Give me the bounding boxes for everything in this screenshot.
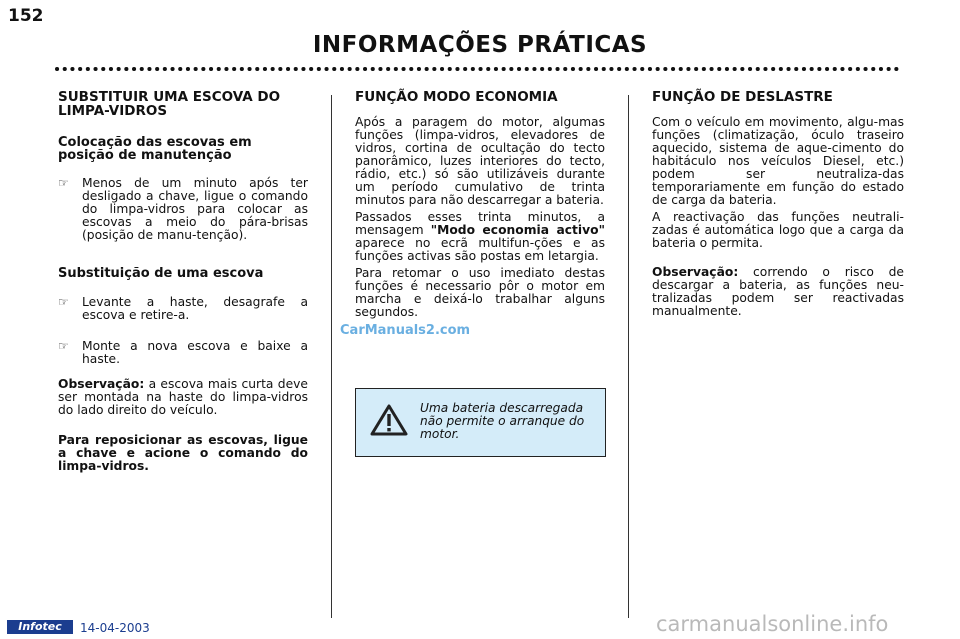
- economy-paragraph-3: Para retomar o uso imediato destas funções é necessario pôr o motor em marcha e deixá-lo trabalhar alguns segundos.: [355, 266, 605, 319]
- wiper-heading: SUBSTITUIR UMA ESCOVA DO LIMPA-VIDROS: [58, 89, 281, 119]
- page-number: 152: [8, 6, 44, 26]
- economy-heading: FUNÇÃO MODO ECONOMIA: [355, 89, 558, 105]
- column-economy-mode: [355, 90, 605, 319]
- economy-paragraph-2: Passados esses trinta minutos, a mensagem "Modo economia activo" aparece no ecrã multifun-ções e as funções activas são postas em letargia.: [355, 210, 605, 263]
- pointing-hand-icon: ☞: [58, 176, 69, 190]
- column-load-shedding: [652, 90, 904, 318]
- column-divider-1: [331, 95, 332, 618]
- warning-triangle-icon: [370, 403, 408, 437]
- bullet-remove-blade: ☞ Levante a haste, desagrafe a escova e retire-a.: [58, 295, 308, 322]
- site-watermark[interactable]: carmanualsonline.info: [656, 612, 889, 636]
- bullet-maintenance: ☞ Menos de um minuto após ter desligado a chave, ligue o comando do limpa-vidros para colocar as escovas a meio do pára-brisas (posição de manu-tenção).: [58, 176, 308, 242]
- battery-warning-box: [355, 388, 606, 457]
- load-shedding-paragraph-1: Com o veículo em movimento, algu-mas funções (climatização, óculo traseiro aquecido, sistema de aque-cimento do habitáculo nos veículos Diesel, etc.) podem ser neutraliza-das temporariamente em função do estado de carga da bateria.: [652, 115, 904, 207]
- column-wiper-blades: [58, 90, 308, 473]
- footer-date: 14-04-2003: [80, 621, 150, 635]
- wiper-note: Observação: a escova mais curta deve ser montada na haste do limpa-vidros do lado direito do veículo.: [58, 377, 308, 417]
- watermark: CarManuals2.com: [340, 323, 471, 338]
- load-shedding-heading: FUNÇÃO DE DESLASTRE: [652, 89, 833, 105]
- battery-warning-text: Uma bateria descarregada não permite o arranque do motor.: [420, 401, 585, 441]
- bullet-fit-blade: ☞ Monte a nova escova e baixe a haste.: [58, 339, 308, 366]
- pointing-hand-icon: ☞: [58, 339, 69, 353]
- pointing-hand-icon: ☞: [58, 295, 69, 309]
- load-shedding-note: Observação: correndo o risco de descargar a bateria, as funções neu-tralizadas podem ser reactivadas manualmente.: [652, 265, 904, 318]
- dotted-divider: [55, 62, 905, 76]
- maintenance-position-heading: Colocação das escovas em posição de manutenção: [58, 135, 252, 163]
- page-title: INFORMAÇÕES PRÁTICAS: [312, 32, 648, 58]
- column-divider-2: [628, 95, 629, 618]
- reposition-instruction: Para reposicionar as escovas, ligue a chave e acione o comando do limpa-vidros.: [58, 433, 308, 473]
- infotec-logo: Infotec: [7, 620, 73, 634]
- load-shedding-paragraph-2: A reactivação das funções neutrali-zadas é automática logo que a carga da bateria o permita.: [652, 210, 904, 250]
- replace-blade-heading: Substituição de uma escova: [58, 266, 264, 281]
- economy-paragraph-1: Após a paragem do motor, algumas funções (limpa-vidros, elevadores de vidros, cortina de ocultação do tecto panorâmico, luzes interiores do tecto, rádio, etc.) só são utilizáveis durante um período cumulativo de trinta minutos para não descarregar a bateria.: [355, 115, 605, 207]
